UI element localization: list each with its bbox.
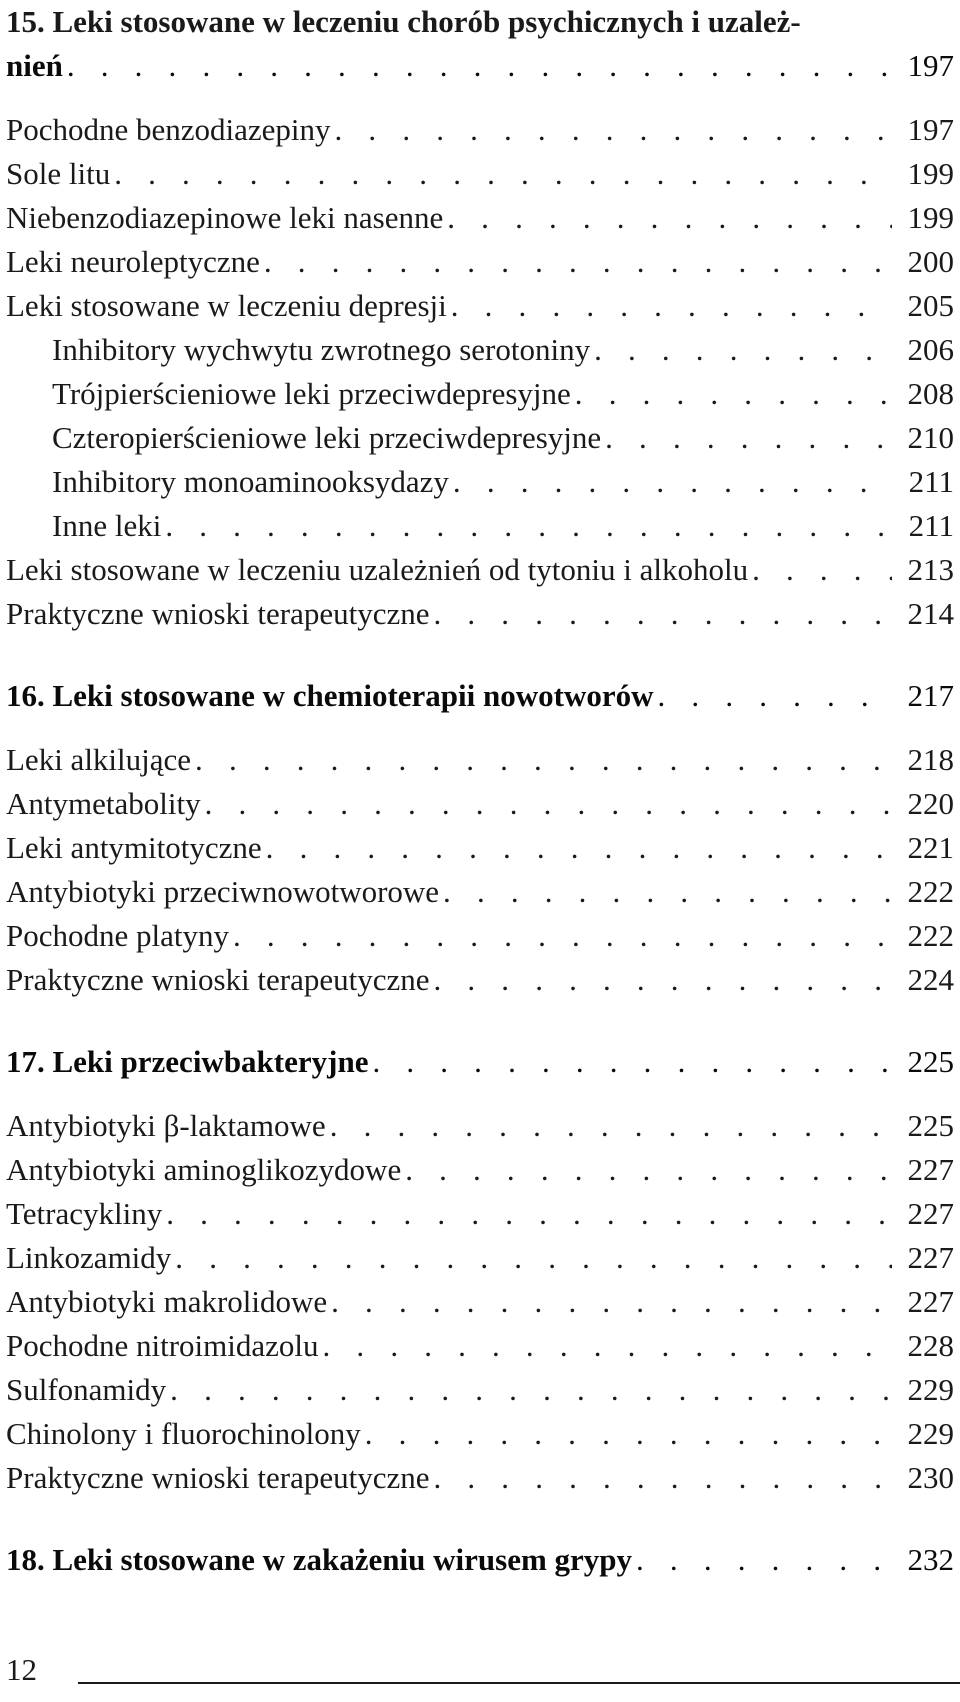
- footer-rule: [78, 1682, 960, 1684]
- toc-entry[interactable]: [6, 826, 954, 870]
- leader-dots: [658, 674, 892, 718]
- entry-page: 200: [907, 244, 954, 279]
- entry-title: Linkozamidy: [6, 1240, 172, 1275]
- toc-entry[interactable]: [6, 548, 954, 592]
- entry-page: 227: [907, 1284, 954, 1319]
- toc-entry[interactable]: [6, 1192, 954, 1236]
- entry-title: Antybiotyki makrolidowe: [6, 1284, 328, 1319]
- leader-dots: [405, 1148, 892, 1192]
- entry-title: Pochodne platyny: [6, 918, 229, 953]
- chapter-18-page: 232: [907, 1542, 954, 1577]
- toc-entry[interactable]: [6, 1148, 954, 1192]
- entry-page: 220: [907, 786, 954, 821]
- toc-entry[interactable]: [6, 782, 954, 826]
- leader-dots: [264, 240, 892, 284]
- toc-entry[interactable]: [6, 1324, 954, 1368]
- toc-subentry[interactable]: [6, 328, 954, 372]
- entry-title: Trójpierścieniowe leki przeciwdepresyjne: [52, 376, 571, 411]
- entry-page: 211: [908, 464, 954, 499]
- toc-subentry[interactable]: [6, 416, 954, 460]
- entry-title: Leki alkilujące: [6, 742, 192, 777]
- leader-dots: [323, 1324, 892, 1368]
- toc-entry[interactable]: [6, 240, 954, 284]
- toc-entry[interactable]: [6, 958, 954, 1002]
- chapter-15-page: 197: [907, 48, 954, 83]
- leader-dots: [372, 1040, 892, 1084]
- entry-title: Inne leki: [52, 508, 162, 543]
- leader-dots: [233, 914, 892, 958]
- entry-title: Chinolony i fluorochinolony: [6, 1416, 361, 1451]
- entry-title: Leki antymitotyczne: [6, 830, 262, 865]
- entry-title: Leki stosowane w leczeniu uzależnień od tytoniu i alkoholu: [6, 552, 749, 587]
- entry-title: Sulfonamidy: [6, 1372, 167, 1407]
- toc-subentry[interactable]: [6, 504, 954, 548]
- leader-dots: [434, 1456, 893, 1500]
- chapter-17-title: 17. Leki przeciwbakteryjne: [6, 1044, 369, 1079]
- leader-dots: [451, 284, 892, 328]
- chapter-18-entry[interactable]: [6, 1538, 954, 1582]
- leader-dots: [594, 328, 892, 372]
- leader-dots: [752, 548, 892, 592]
- entry-page: 199: [907, 156, 954, 191]
- entry-page: 199: [907, 200, 954, 235]
- chapter-16-entry[interactable]: [6, 674, 954, 718]
- entry-title: Antybiotyki przeciwnowotworowe: [6, 874, 440, 909]
- leader-dots: [365, 1412, 892, 1456]
- chapter-16-title: 16. Leki stosowane w chemioterapii nowotworów: [6, 678, 654, 713]
- leader-dots: [447, 196, 892, 240]
- leader-dots: [453, 460, 892, 504]
- leader-dots: [175, 1236, 892, 1280]
- entry-title: Leki neuroleptyczne: [6, 244, 260, 279]
- entry-page: 197: [907, 112, 954, 147]
- entry-page: 230: [907, 1460, 954, 1495]
- toc-entry[interactable]: [6, 738, 954, 782]
- entry-page: 206: [907, 332, 954, 367]
- leader-dots: [335, 108, 892, 152]
- chapter-15-title-line1: 15. Leki stosowane w leczeniu chorób psychicznych i uzależ-: [6, 4, 801, 39]
- entry-page: 221: [907, 830, 954, 865]
- leader-dots: [166, 1192, 892, 1236]
- leader-dots: [636, 1538, 892, 1582]
- leader-dots: [434, 592, 893, 636]
- entry-page: 225: [907, 1108, 954, 1143]
- entry-title: Antybiotyki β-laktamowe: [6, 1108, 326, 1143]
- toc-entry[interactable]: [6, 1104, 954, 1148]
- toc-entry[interactable]: [6, 1456, 954, 1500]
- page-number: 12: [6, 1652, 37, 1687]
- toc-entry[interactable]: [6, 592, 954, 636]
- entry-page: 227: [907, 1240, 954, 1275]
- entry-page: 227: [907, 1196, 954, 1231]
- entry-page: 227: [907, 1152, 954, 1187]
- entry-title: Leki stosowane w leczeniu depresji: [6, 288, 447, 323]
- leader-dots: [266, 826, 892, 870]
- entry-page: 214: [907, 596, 954, 631]
- leader-dots: [434, 958, 893, 1002]
- entry-title: Tetracykliny: [6, 1196, 163, 1231]
- entry-page: 228: [907, 1328, 954, 1363]
- toc-entry[interactable]: [6, 1412, 954, 1456]
- toc-entry[interactable]: [6, 1280, 954, 1324]
- leader-dots: [443, 870, 892, 914]
- toc-entry[interactable]: [6, 1236, 954, 1280]
- leader-dots: [114, 152, 892, 196]
- leader-dots: [330, 1104, 892, 1148]
- entry-title: Inhibitory wychwytu zwrotnego serotoniny: [52, 332, 591, 367]
- entry-page: 218: [907, 742, 954, 777]
- entry-title: Pochodne benzodiazepiny: [6, 112, 331, 147]
- chapter-16-page: 217: [907, 678, 954, 713]
- leader-dots: [205, 782, 892, 826]
- leader-dots: [195, 738, 892, 782]
- chapter-17-page: 225: [907, 1044, 954, 1079]
- entry-page: 229: [907, 1372, 954, 1407]
- entry-page: 208: [907, 376, 954, 411]
- entry-title: Praktyczne wnioski terapeutyczne: [6, 1460, 430, 1495]
- entry-page: 222: [907, 918, 954, 953]
- table-of-contents: [6, 0, 954, 1582]
- leader-dots: [67, 44, 892, 88]
- toc-subentry[interactable]: [6, 372, 954, 416]
- leader-dots: [331, 1280, 892, 1324]
- toc-entry[interactable]: [6, 284, 954, 328]
- page-footer: [0, 1648, 960, 1698]
- entry-title: Czteropierścieniowe leki przeciwdepresyjne: [52, 420, 602, 455]
- entry-page: 211: [908, 508, 954, 543]
- leader-dots: [575, 372, 892, 416]
- toc-entry[interactable]: [6, 1368, 954, 1412]
- entry-title: Sole litu: [6, 156, 111, 191]
- entry-title: Praktyczne wnioski terapeutyczne: [6, 962, 430, 997]
- entry-page: 210: [907, 420, 954, 455]
- toc-entry[interactable]: [6, 152, 954, 196]
- entry-title: Niebenzodiazepinowe leki nasenne: [6, 200, 444, 235]
- entry-title: Antymetabolity: [6, 786, 201, 821]
- leader-dots: [605, 416, 892, 460]
- entry-page: 229: [907, 1416, 954, 1451]
- leader-dots: [165, 504, 892, 548]
- chapter-15-entry[interactable]: [6, 44, 954, 88]
- toc-subentry[interactable]: [6, 460, 954, 504]
- entry-page: 222: [907, 874, 954, 909]
- toc-entry[interactable]: [6, 914, 954, 958]
- toc-entry[interactable]: [6, 870, 954, 914]
- entry-title: Pochodne nitroimidazolu: [6, 1328, 319, 1363]
- entry-page: 213: [907, 552, 954, 587]
- toc-entry[interactable]: [6, 108, 954, 152]
- entry-page: 224: [907, 962, 954, 997]
- entry-page: 205: [907, 288, 954, 323]
- toc-entry[interactable]: [6, 196, 954, 240]
- entry-title: Antybiotyki aminoglikozydowe: [6, 1152, 402, 1187]
- entry-title: Praktyczne wnioski terapeutyczne: [6, 596, 430, 631]
- chapter-15-title-line2: nień: [6, 48, 63, 83]
- chapter-17-entry[interactable]: [6, 1040, 954, 1084]
- chapter-18-title: 18. Leki stosowane w zakażeniu wirusem grypy: [6, 1542, 633, 1577]
- leader-dots: [170, 1368, 892, 1412]
- entry-title: Inhibitory monoaminooksydazy: [52, 464, 449, 499]
